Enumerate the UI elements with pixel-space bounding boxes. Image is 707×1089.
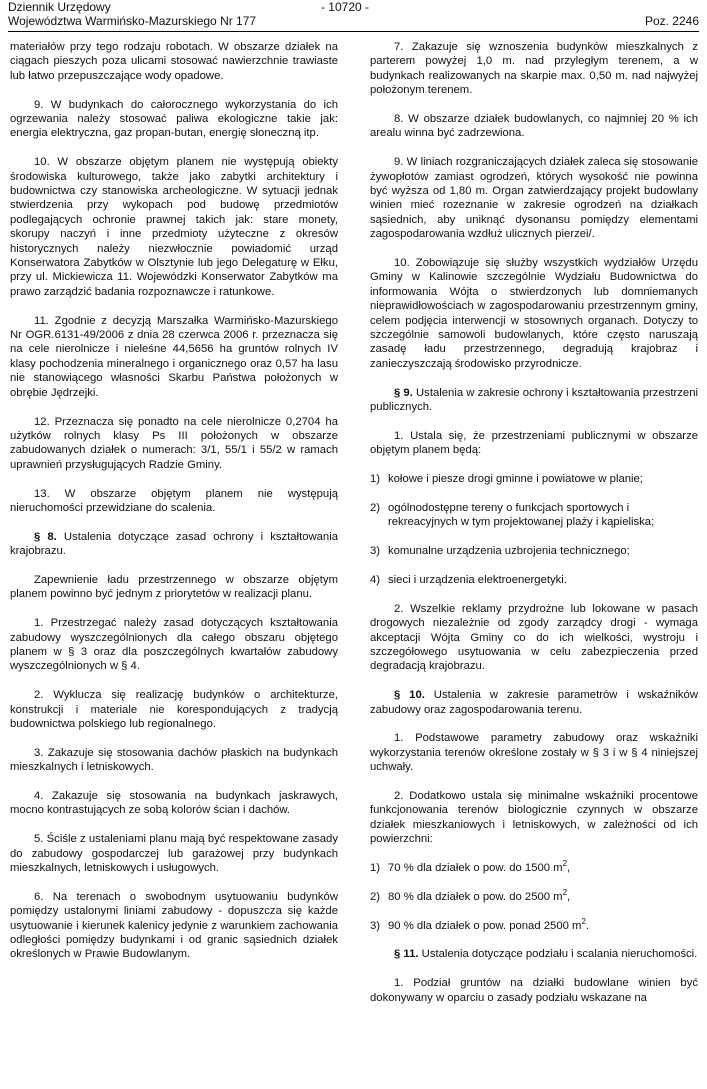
- paragraph: 2. Wszelkie reklamy przydrożne lub lokowane w pasach drogowych niezależnie od zgody zarządcy drogi - wymaga akceptacji Wójta Gminy co do ich wielkości, wystroju i szczegółowego usytuowania w celu zabezpieczenia przed degradacją krajobrazu.: [370, 602, 698, 673]
- list-text: [388, 916, 698, 933]
- list-number: 1): [370, 473, 381, 486]
- list-text: komunalne urządzenia uzbrojenia technicznego;: [388, 545, 630, 558]
- paragraph: 2. Wyklucza się realizację budynków o architekturze, konstrukcji i materiale nie korespondujących z tradycją budownictwa polskiego lub regionalnego.: [10, 689, 338, 730]
- list-number: 3): [370, 919, 381, 932]
- paragraph: 1. Przestrzegać należy zasad dotyczących kształtowania zabudowy wyszczególnionych dla całego obszaru objętego planem w § 3 oraz dla poszczególnych kwartałów zabudowy wyszczególnionych w § 4.: [10, 617, 338, 673]
- list-text-end: ,: [567, 890, 571, 903]
- superscript: 2: [562, 887, 568, 897]
- paragraph: 9. W liniach rozgraniczających działek zaleca się stosowanie żywopłotów zamiast ogrodzeń, których wysokość nie powinna być wyższa od 1,80 m. Organ zatwierdzający projekt budowlany winien mieć rozeznanie w zakresie ogrodzeń na działkach sąsiednich, aby uniknąć dysonansu pomiędzy elementami zagospodarowania wzdłuż ulicznych pierzei/.: [370, 156, 698, 241]
- paragraph: 13. W obszarze objętym planem nie występują nieruchomości przewidziane do scalenia.: [10, 487, 338, 514]
- section-label: § 9.: [394, 386, 413, 399]
- section-heading-9: [370, 386, 698, 415]
- list-text-main: 70 % dla działek o pow. do 1500 m: [388, 861, 563, 874]
- header-line-1: [8, 0, 699, 14]
- right-column: [370, 40, 698, 1019]
- header-divider: [8, 31, 699, 32]
- paragraph: 1. Ustala się, że przestrzeniami publicznymi w obszarze objętym planem będą:: [370, 429, 698, 457]
- section-label: § 10.: [394, 689, 425, 702]
- section-heading-10: [370, 688, 698, 717]
- journal-region: Województwa Warmińsko-Mazurskiego Nr 177: [8, 14, 257, 28]
- list-item: [370, 573, 698, 587]
- section-heading-8: [10, 530, 338, 559]
- list-item: [370, 544, 698, 558]
- page-number: - 10720 -: [320, 0, 369, 14]
- list-item: [370, 916, 698, 933]
- section-title: Ustalenia dotyczące podziału i scalania nieruchomości.: [418, 948, 698, 961]
- page-header: [8, 0, 699, 30]
- paragraph: materiałów przy tego rodzaju robotach. W obszarze działek na ciągach pieszych poza ulicami stosować nawierzchnie trawiaste lub łatwo przepuszczające wody opadowe.: [10, 41, 338, 82]
- paragraph: 2. Dodatkowo ustala się minimalne wskaźniki procentowe funkcjonowania terenów biologicznie czynnych w obszarze działek mieszkaniowych i letniskowych, w zależności od ich powierzchni:: [370, 789, 698, 846]
- list-item: [370, 472, 698, 486]
- list-text-end: ,: [567, 861, 571, 874]
- list-text: [388, 861, 698, 875]
- paragraph: 12. Przeznacza się ponadto na cele nierolnicze 0,2704 ha użytków rolnych klasy Ps III położonych w obszarze zabudowanych działek o numerach: 3/1, 55/1 i 55/2 w ramach uprawnień przysługujących Radzie Gminy.: [10, 415, 338, 471]
- left-column: [10, 40, 338, 976]
- section-label: § 8.: [34, 530, 57, 543]
- paragraph: 11. Zgodnie z decyzją Marszałka Warmińsko-Mazurskiego Nr OGR.6131-49/2006 z dnia 28 czerwca 2006 r. przeznacza się na cele nierolnicze i nieleśne 44,5656 ha gruntów rolnych IV klasy pochodzenia mineralnego i organicznego oraz 0,57 ha lasu nie stanowiącego własności Skarbu Państwa położonych w obrębie Jędrzejki.: [10, 314, 338, 399]
- header-line-2: [8, 14, 699, 28]
- paragraph: 10. Zobowiązuje się służby wszystkich wydziałów Urzędu Gminy w Kalinowie szczególnie Wydziału Budownictwa do informowania Wójta o stwierdzonych lub domniemanych nieprawidłowościach w zagospodarowaniu przestrzennym gminy, celem podjęcia interwencji w stosownych organach. Dotyczy to szczególnie samowoli budowlanych, które często naruszają zasadę ładu przestrzennego, degradują krajobraz i zanieczyszczają środowisko przyrodnicze.: [370, 257, 698, 370]
- list-item: [370, 501, 698, 530]
- journal-title: Dziennik Urzędowy: [8, 0, 111, 14]
- list-item: [370, 887, 698, 904]
- list-text-main: 80 % dla działek o pow. do 2500 m: [388, 890, 563, 903]
- section-heading-11: [370, 947, 698, 961]
- list-number: 2): [370, 890, 381, 903]
- position-number: Poz. 2246: [644, 14, 699, 28]
- list-text: sieci i urządzenia elektroenergetyki.: [388, 573, 567, 586]
- list-text-end: .: [585, 919, 590, 932]
- paragraph: 3. Zakazuje się stosowania dachów płaskich na budynkach mieszkalnych i letniskowych.: [10, 746, 338, 774]
- list-number: 4): [370, 573, 381, 586]
- paragraph: 7. Zakazuje się wznoszenia budynków mieszkalnych z parterem powyżej 1,0 m. nad przyległym terenem, a w budynkach realizowanych na skarpie max. 0,50 m. nad najwyżej położonym terenem.: [370, 41, 698, 97]
- paragraph: 5. Ściśle z ustaleniami planu mają być respektowane zasady do zabudowy gospodarczej lub garażowej przy budynkach mieszkalnych, letniskowych i usługowych.: [10, 833, 338, 874]
- section-label: § 11.: [394, 948, 419, 961]
- list-text: kołowe i piesze drogi gminne i powiatowe w planie;: [388, 473, 643, 486]
- paragraph: 1. Podstawowe parametry zabudowy oraz wskaźniki wykorzystania terenów określone zostały w § 3 i w § 4 niniejszej uchwały.: [370, 732, 698, 774]
- list-number: 2): [370, 501, 381, 514]
- section-title: Ustalenia w zakresie parametrów i wskaźników zabudowy oraz zagospodarowania terenu.: [370, 689, 698, 716]
- section-title: Ustalenia dotyczące zasad ochrony i kształtowania krajobrazu.: [10, 530, 339, 558]
- superscript: 2: [562, 859, 568, 869]
- paragraph: Zapewnienie ładu przestrzennego w obszarze objętym planem powinno być jednym z priorytetów w realizacji planu.: [10, 573, 338, 601]
- paragraph: 9. W budynkach do całorocznego wykorzystania do ich ogrzewania należy stosować paliwa ekologiczne takie jak: energia elektryczna, gaz propan-butan, energię słoneczną itp.: [10, 98, 338, 140]
- list-number: 1): [370, 861, 381, 874]
- list-text-main: 90 % dla działek o pow. ponad 2500 m: [388, 919, 582, 932]
- paragraph: 1. Podział gruntów na działki budowlane winien być dokonywany w oparciu o zasady podziału wskazane na: [370, 977, 698, 1004]
- paragraph: 4. Zakazuje się stosowania na budynkach jaskrawych, mocno kontrastujących ze sobą kolorów ścian i dachów.: [10, 789, 338, 817]
- superscript: 2: [581, 916, 586, 926]
- paragraph: 10. W obszarze objętym planem nie występują obiekty środowiska kulturowego, także jako zabytki architektury i budownictwa czy stanowiska archeologiczne. W sytuacji jednak stwierdzenia przy wykopach pod budowę przedmiotów podlegających ochronie prawnej takich jak: stare monety, skorupy naczyń i inne przedmioty użyteczne z okresów historycznych należy niezwłocznie powiadomić urząd Konserwatora Zabytków w Olsztynie lub jego Delegaturę w Ełku, przy ul. Mickiewicza 11. Wojewódzki Konserwator Zabytków ma prawo zarządzić badania rozpoznawcze i ratunkowe.: [10, 156, 338, 298]
- list-text: ogólnodostępne tereny o funkcjach sportowych i rekreacyjnych w tym projektowanej plaży i kąpieliska;: [388, 501, 655, 529]
- list-item: [370, 861, 698, 875]
- paragraph: 6. Na terenach o swobodnym usytuowaniu budynków pomiędzy ustalonymi liniami zabudowy - dopuszcza się każde usytuowanie i kierunek kalenicy jedynie z warunkiem zachowania odległości pomiędzy budynkami i od granic sąsiednich działek określonych w Prawie Budowlanym.: [10, 890, 338, 961]
- section-title: Ustalenia w zakresie ochrony i kształtowania przestrzeni publicznych.: [370, 386, 698, 414]
- list-number: 3): [370, 545, 381, 558]
- list-text: [388, 887, 698, 904]
- paragraph: 8. W obszarze działek budowlanych, co najmniej 20 % ich arealu winna być zadrzewiona.: [370, 113, 698, 140]
